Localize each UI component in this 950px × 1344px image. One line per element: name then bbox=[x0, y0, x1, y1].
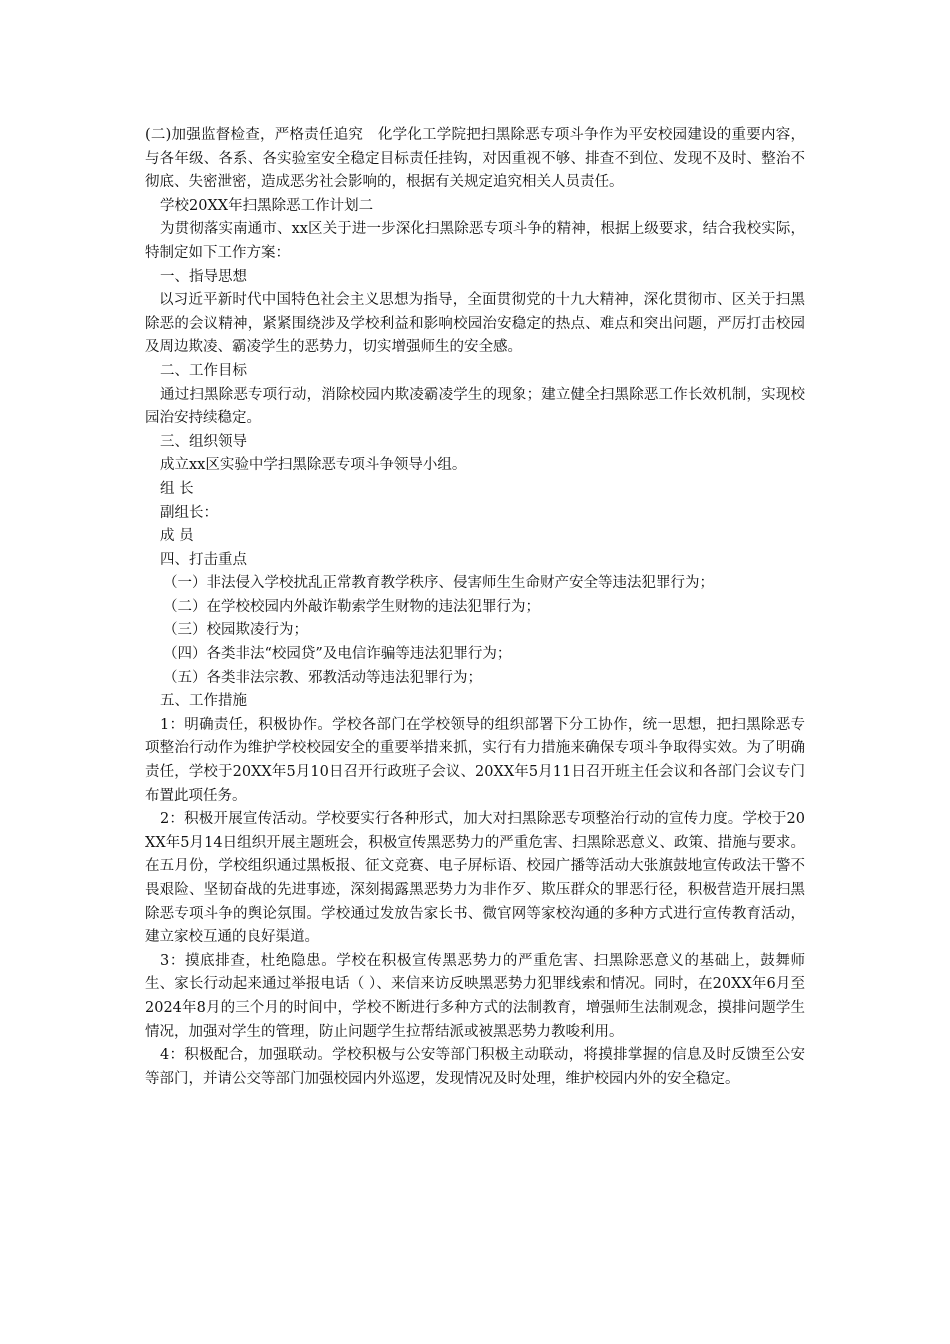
paragraph-goals: 通过扫黑除恶专项行动，消除校园内欺凌霸凌学生的现象；建立健全扫黑除恶工作长效机制，实现校园治安持续稳定。 bbox=[145, 386, 805, 427]
list-item: （三）校园欺凌行为； bbox=[163, 622, 308, 639]
role-members: 成 员 bbox=[160, 528, 194, 545]
list-item: （四）各类非法“校园贷”及电信诈骗等违法犯罪行为； bbox=[163, 646, 512, 663]
paragraph-measure-1: 1：明确责任，积极协作。学校各部门在学校领导的组织部署下分工协作，统一思想，把扫黑除恶专项整治行动作为维护学校校园安全的重要举措来抓，实行有力措施来确保专项斗争取得实效。为了明确责任，学校于20XX年5月10日召开行政班子会议、20XX年5月11日召开班主任会议和各部门会议专门布置此项任务。 bbox=[145, 716, 805, 804]
heading-guiding-ideology: 一、指导思想 bbox=[160, 268, 247, 285]
heading-goals: 二、工作目标 bbox=[160, 362, 247, 379]
role-leader: 组 长 bbox=[160, 480, 194, 497]
heading-leadership: 三、组织领导 bbox=[160, 433, 247, 450]
paragraph-measure-3: 3：摸底排查，杜绝隐患。学校在积极宣传黑恶势力的严重危害、扫黑除恶意义的基础上，鼓舞师生、家长行动起来通过举报电话（ ）、来信来访反映黑恶势力犯罪线索和情况。同时，在20XX年6月至2024年8月的三个月的时间中，学校不断进行多种方式的法制教育，增强师生法制观念，摸排问题学生情况，加强对学生的管理，防止问题学生拉帮结派或被黑恶势力教唆利用。 bbox=[145, 952, 805, 1040]
heading-measures: 五、工作措施 bbox=[160, 693, 247, 710]
paragraph-guiding-ideology: 以习近平新时代中国特色社会主义思想为指导，全面贯彻党的十九大精神，深化贯彻市、区关于扫黑除恶的会议精神，紧紧围绕涉及学校利益和影响校园治安稳定的热点、难点和突出问题，严厉打击校园及周边欺凌、霸凌学生的恶势力，切实增强师生的安全感。 bbox=[145, 292, 805, 356]
heading-key-targets: 四、打击重点 bbox=[160, 551, 247, 568]
list-item: （五）各类非法宗教、邪教活动等违法犯罪行为； bbox=[163, 669, 482, 686]
document-title: 学校20XX年扫黑除恶工作计划二 bbox=[160, 197, 374, 214]
paragraph-intro: 为贯彻落实南通市、xx区关于进一步深化扫黑除恶专项斗争的精神，根据上级要求，结合我校实际，特制定如下工作方案： bbox=[145, 221, 805, 261]
document-page bbox=[145, 124, 805, 1091]
paragraph-measure-2: 2：积极开展宣传活动。学校要实行各种形式，加大对扫黑除恶专项整治行动的宣传力度。学校于20XX年5月14日组织开展主题班会，积极宣传黑恶势力的严重危害、扫黑除恶意义、政策、措施与要求。在五月份，学校组织通过黑板报、征文竞赛、电子屏标语、校园广播等活动大张旗鼓地宣传政法干警不畏艰险、坚韧奋战的先进事迹，深刻揭露黑恶势力为非作歹、欺压群众的罪恶行径，积极营造开展扫黑除恶专项斗争的舆论氛围。学校通过发放告家长书、微官网等家校沟通的多种方式进行宣传教育活动，建立家校互通的良好渠道。 bbox=[145, 811, 805, 946]
paragraph-supervision: (二)加强监督检查，严格责任追究 化学化工学院把扫黑除恶专项斗争作为平安校园建设的重要内容，与各年级、各系、各实验室安全稳定目标责任挂钩，对因重视不够、排查不到位、发现不及时、整治不彻底、失密泄密，造成恶劣社会影响的，根据有关规定追究相关人员责任。 bbox=[145, 127, 805, 191]
paragraph-measure-4: 4：积极配合，加强联动。学校积极与公安等部门积极主动联动，将摸排掌握的信息及时反馈至公安等部门，并请公交等部门加强校园内外巡逻，发现情况及时处理，维护校园内外的安全稳定。 bbox=[145, 1047, 805, 1087]
list-item: （一）非法侵入学校扰乱正常教育教学秩序、侵害师生生命财产安全等违法犯罪行为； bbox=[163, 575, 714, 592]
role-deputy-leader: 副组长： bbox=[160, 504, 218, 521]
paragraph-leadership: 成立xx区实验中学扫黑除恶专项斗争领导小组。 bbox=[160, 457, 467, 474]
list-item: （二）在学校校园内外敲诈勒索学生财物的违法犯罪行为； bbox=[163, 598, 540, 615]
